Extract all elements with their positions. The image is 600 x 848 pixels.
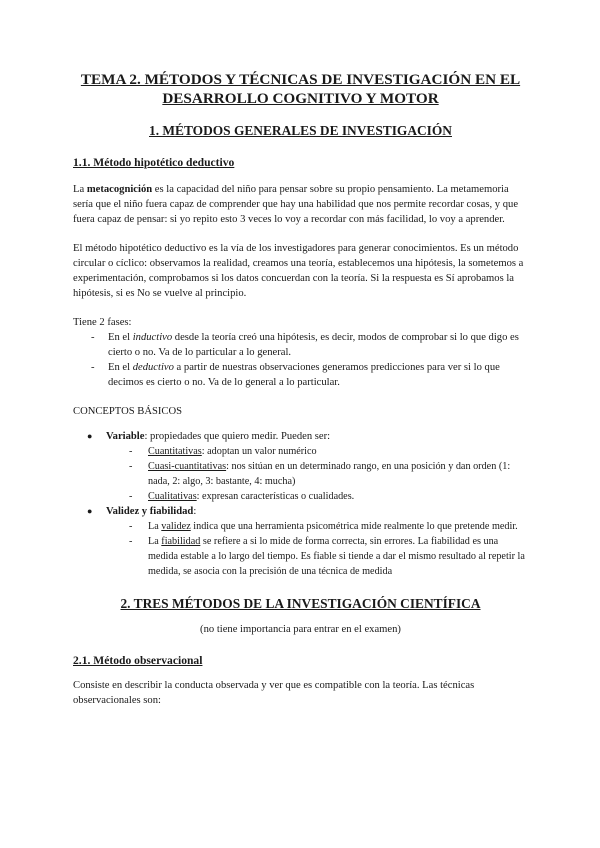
list-item: - Cuasi-cuantitativas: nos sitúan en un determinado rango, en una posición y dan orden (1: nada, 2: algo, 3: bastante, 4: mucha) [129, 461, 511, 487]
validity-list [106, 519, 528, 579]
list-item: - La validez indica que una herramienta psicométrica mide realmente lo que pretende medir. [129, 521, 518, 532]
phases-list [73, 330, 528, 390]
dash-icon: - [91, 362, 95, 373]
bullet-icon: ● [87, 431, 93, 441]
section-1-heading: 1. MÉTODOS GENERALES DE INVESTIGACIÓN [149, 123, 452, 138]
dash-icon: - [129, 536, 133, 547]
bullet-icon: ● [87, 506, 93, 516]
subsection-2-1-heading: 2.1. Método observacional [73, 654, 203, 667]
section-2-heading: 2. TRES MÉTODOS DE LA INVESTIGACIÓN CIENTÍFICA [120, 596, 481, 611]
dash-icon: - [129, 461, 133, 472]
title-line-2: DESARROLLO COGNITIVO Y MOTOR [162, 90, 439, 107]
list-item: - Cualitativas: expresan características o cualidades. [129, 491, 355, 502]
observational-paragraph: Consiste en describir la conducta observada y ver que es compatible con la teoría. Las técnicas observacionales son: [73, 680, 475, 706]
list-item-variable: ● Variable: propiedades que quiero medir. Pueden ser: - Cuantitativas: adoptan un valor numérico - Cuasi-cuantitativas: nos sitúan en un determinado rango, en una posición y dan orden (1: nada, 2: algo, 3: bastante, 4: mucha) - Cualitativas: expresan características o cualidades. [73, 429, 528, 504]
dash-icon: - [129, 491, 133, 502]
list-item: - Cuantitativas: adoptan un valor numérico [129, 446, 317, 457]
list-item: - En el deductivo a partir de nuestras observaciones generamos predicciones para ver si lo que decimos es cierto o no. Va de lo general a lo particular. [91, 362, 500, 388]
list-item-validez: ● Validez y fiabilidad: - La validez indica que una herramienta psicométrica mide realmente lo que pretende medir. - La fiabilidad se refiere a si lo mide de forma correcta, sin errores. La fiabilidad es una medida estable a lo largo del tiempo. Es fiable si tiende a dar el mismo resultado al repetir la medida, se asocia con la precisión de una técnica de medida [73, 504, 528, 579]
list-item: - En el inductivo desde la teoría creó una hipótesis, es decir, modos de comprobar si lo que digo es cierto o no. Va de lo particular a lo general. [91, 332, 519, 358]
title-line-1: TEMA 2. MÉTODOS Y TÉCNICAS DE INVESTIGACIÓN EN EL [80, 71, 521, 88]
concepts-heading: CONCEPTOS BÁSICOS [73, 406, 183, 417]
subsection-1-1-heading: 1.1. Método hipotético deductivo [73, 156, 235, 169]
metacognition-paragraph: La metacognición es la capacidad del niño para pensar sobre su propio pensamiento. La metamemoria sería que el niño fuera capaz de comprender que hay una habilidad que nos permite recordar cosas, y que fuera capaz de pensar: si yo repito esto 3 veces lo voy a recordar con más facilidad, lo voy a aprender. [73, 184, 519, 225]
dash-icon: - [129, 446, 133, 457]
variable-types-list [106, 444, 528, 504]
document-title [73, 70, 528, 108]
hypothetico-deductive-paragraph: El método hipotético deductivo es la vía de los investigadores para generar conocimientos. Es un método circular o cíclico: observamos la realidad, creamos una teoría, establecemos una hipótesis, la sometemos a experimentación, comprobamos si los datos concuerdan con la teoría. Si la respuesta es Sí aprobamos la hipótesis, si es No se vuelve al principio. [73, 243, 524, 299]
dash-icon: - [91, 332, 95, 343]
phases-intro: Tiene 2 fases: [73, 317, 132, 328]
list-item: - La fiabilidad se refiere a si lo mide de forma correcta, sin errores. La fiabilidad es una medida estable a lo largo del tiempo. Es fiable si tiende a dar el mismo resultado al repetir la medida, se asocia con la precisión de una técnica de medida [129, 536, 525, 577]
metacognition-term: metacognición [86, 184, 153, 195]
exam-note: (no tiene importancia para entrar en el examen) [200, 624, 401, 635]
dash-icon: - [129, 521, 133, 532]
concepts-list [73, 429, 528, 579]
